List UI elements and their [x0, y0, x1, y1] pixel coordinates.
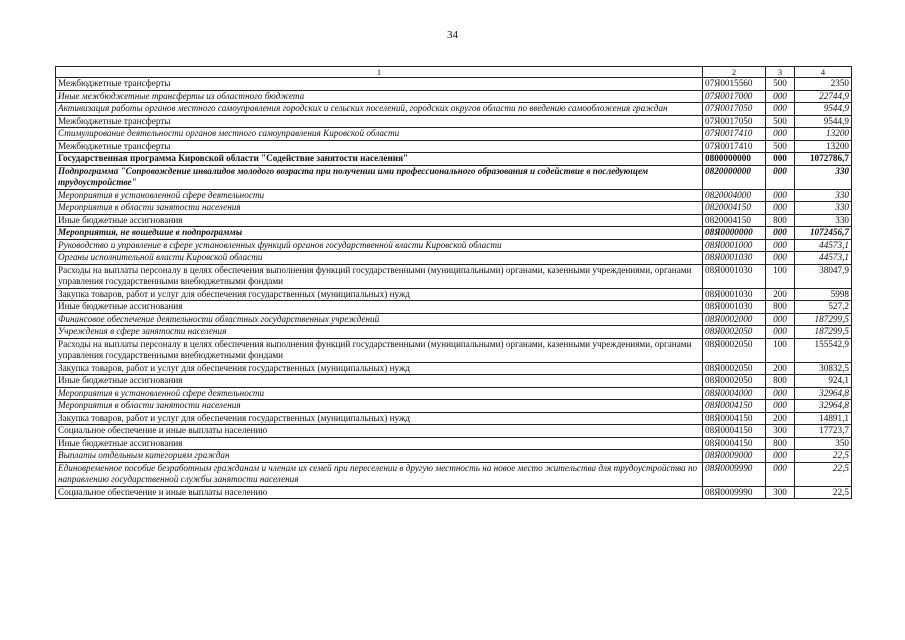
cell-amount: 924,1 — [795, 375, 852, 388]
cell-name: Мероприятия в установленной сфере деятельности — [56, 189, 703, 202]
header-amount: 4 — [795, 67, 852, 78]
cell-expense-type: 200 — [766, 362, 795, 375]
table-body — [56, 78, 852, 499]
cell-amount: 32964,8 — [795, 387, 852, 400]
table-row — [56, 288, 852, 301]
table-row — [56, 140, 852, 153]
cell-expense-type: 100 — [766, 338, 795, 362]
cell-amount: 32964,8 — [795, 400, 852, 413]
cell-name: Иные бюджетные ассигнования — [56, 437, 703, 450]
cell-amount: 330 — [795, 214, 852, 227]
table-row — [56, 239, 852, 252]
cell-name: Закупка товаров, работ и услуг для обеспечения государственных (муниципальных) нужд — [56, 288, 703, 301]
cell-expense-type: 000 — [766, 252, 795, 265]
table-row — [56, 214, 852, 227]
cell-name: Социальное обеспечение и иные выплаты населению — [56, 486, 703, 499]
table-row — [56, 338, 852, 362]
cell-name: Органы исполнительной власти Кировской области — [56, 252, 703, 265]
table-header-row — [56, 67, 852, 78]
table-row — [56, 227, 852, 240]
cell-name: Закупка товаров, работ и услуг для обеспечения государственных (муниципальных) нужд — [56, 362, 703, 375]
cell-name: Социальное обеспечение и иные выплаты населению — [56, 425, 703, 438]
table-row — [56, 486, 852, 499]
cell-amount: 330 — [795, 202, 852, 215]
cell-code: 08Я0001000 — [703, 239, 766, 252]
cell-amount: 2350 — [795, 78, 852, 91]
cell-name: Стимулирование деятельности органов местного самоуправления Кировской области — [56, 128, 703, 141]
cell-expense-type: 000 — [766, 462, 795, 486]
cell-expense-type: 800 — [766, 301, 795, 314]
cell-expense-type: 000 — [766, 202, 795, 215]
table-row — [56, 313, 852, 326]
cell-name: Финансовое обеспечение деятельности областных государственных учреждений — [56, 313, 703, 326]
table-row — [56, 375, 852, 388]
cell-code: 08Я0004150 — [703, 400, 766, 413]
table-row — [56, 462, 852, 486]
cell-name: Межбюджетные трансферты — [56, 78, 703, 91]
cell-amount: 9544,9 — [795, 115, 852, 128]
page-number: 34 — [447, 29, 458, 41]
cell-expense-type: 000 — [766, 153, 795, 166]
cell-expense-type: 000 — [766, 189, 795, 202]
cell-expense-type: 800 — [766, 375, 795, 388]
cell-code: 08Я0002000 — [703, 313, 766, 326]
header-name: 1 — [56, 67, 703, 78]
cell-expense-type: 000 — [766, 90, 795, 103]
cell-code: 08Я0009990 — [703, 462, 766, 486]
cell-amount: 22744,9 — [795, 90, 852, 103]
cell-amount: 1072456,7 — [795, 227, 852, 240]
cell-expense-type: 000 — [766, 227, 795, 240]
cell-code: 08Я0001030 — [703, 252, 766, 265]
cell-code: 0820004000 — [703, 189, 766, 202]
cell-expense-type: 000 — [766, 387, 795, 400]
cell-expense-type: 300 — [766, 425, 795, 438]
cell-amount: 17723,7 — [795, 425, 852, 438]
cell-amount: 44573,1 — [795, 252, 852, 265]
cell-name: Расходы на выплаты персоналу в целях обеспечения выполнения функций государственными (муниципальными) органами, казенными учреждениями, органами управления государственными внебюджетными фондами — [56, 338, 703, 362]
cell-expense-type: 000 — [766, 165, 795, 189]
cell-name: Единовременное пособие безработным гражданам и членам их семей при переселении в другую местность на новое место жительства для трудоустройства по направлению государственной службы занятости населения — [56, 462, 703, 486]
cell-code: 08Я0002050 — [703, 375, 766, 388]
cell-expense-type: 000 — [766, 239, 795, 252]
cell-amount: 350 — [795, 437, 852, 450]
cell-name: Государственная программа Кировской области "Содействие занятости населения" — [56, 153, 703, 166]
cell-expense-type: 000 — [766, 450, 795, 463]
cell-name: Выплаты отдельным категориям граждан — [56, 450, 703, 463]
cell-amount: 527,2 — [795, 301, 852, 314]
cell-name: Мероприятия в области занятости населения — [56, 400, 703, 413]
cell-name: Расходы на выплаты персоналу в целях обеспечения выполнения функций государственными (муниципальными) органами, казенными учреждениями, органами управления государственными внебюджетными фондами — [56, 264, 703, 288]
cell-name: Иные бюджетные ассигнования — [56, 301, 703, 314]
cell-code: 08Я0001030 — [703, 288, 766, 301]
cell-amount: 330 — [795, 165, 852, 189]
table-row — [56, 425, 852, 438]
header-expense-type: 3 — [766, 67, 795, 78]
cell-amount: 22,5 — [795, 462, 852, 486]
cell-code: 08Я0002050 — [703, 326, 766, 339]
cell-code: 08Я0004150 — [703, 437, 766, 450]
cell-code: 08Я0009000 — [703, 450, 766, 463]
cell-name: Учреждения в сфере занятости населения — [56, 326, 703, 339]
cell-expense-type: 800 — [766, 437, 795, 450]
table-row — [56, 400, 852, 413]
cell-code: 08Я0002050 — [703, 362, 766, 375]
cell-amount: 5998 — [795, 288, 852, 301]
table-row — [56, 412, 852, 425]
table-row — [56, 189, 852, 202]
cell-amount: 155542,9 — [795, 338, 852, 362]
cell-expense-type: 300 — [766, 486, 795, 499]
cell-name: Иные бюджетные ассигнования — [56, 375, 703, 388]
cell-code: 0820000000 — [703, 165, 766, 189]
table-row — [56, 115, 852, 128]
cell-name: Мероприятия в области занятости населения — [56, 202, 703, 215]
table-row — [56, 153, 852, 166]
cell-code: 07Я0017050 — [703, 103, 766, 116]
cell-expense-type: 000 — [766, 326, 795, 339]
cell-code: 08Я0001030 — [703, 301, 766, 314]
cell-amount: 22,5 — [795, 450, 852, 463]
cell-name: Мероприятия в установленной сфере деятельности — [56, 387, 703, 400]
cell-code: 0820004150 — [703, 214, 766, 227]
table-row — [56, 450, 852, 463]
cell-code: 07Я0015560 — [703, 78, 766, 91]
cell-name: Активизация работы органов местного самоуправления городских и сельских поселений, городских округов области по введению самообложения граждан — [56, 103, 703, 116]
table-row — [56, 437, 852, 450]
cell-amount: 44573,1 — [795, 239, 852, 252]
cell-code: 08Я0001030 — [703, 264, 766, 288]
cell-code: 07Я0017410 — [703, 140, 766, 153]
table-row — [56, 128, 852, 141]
cell-code: 08Я0004000 — [703, 387, 766, 400]
cell-amount: 187299,5 — [795, 313, 852, 326]
cell-code: 08Я0004150 — [703, 412, 766, 425]
cell-name: Межбюджетные трансферты — [56, 115, 703, 128]
table-row — [56, 103, 852, 116]
cell-amount: 22,5 — [795, 486, 852, 499]
table-row — [56, 362, 852, 375]
cell-amount: 38047,9 — [795, 264, 852, 288]
cell-name: Мероприятия, не вошедшие в подпрограммы — [56, 227, 703, 240]
cell-code: 07Я0017000 — [703, 90, 766, 103]
cell-code: 07Я0017410 — [703, 128, 766, 141]
cell-expense-type: 500 — [766, 115, 795, 128]
table-row — [56, 387, 852, 400]
cell-code: 08Я0000000 — [703, 227, 766, 240]
cell-expense-type: 100 — [766, 264, 795, 288]
table-row — [56, 202, 852, 215]
header-code: 2 — [703, 67, 766, 78]
cell-amount: 14891,1 — [795, 412, 852, 425]
cell-expense-type: 800 — [766, 214, 795, 227]
table-row — [56, 252, 852, 265]
table-row — [56, 90, 852, 103]
cell-name: Иные бюджетные ассигнования — [56, 214, 703, 227]
cell-code: 07Я0017050 — [703, 115, 766, 128]
table-row — [56, 78, 852, 91]
budget-table — [55, 66, 852, 499]
cell-code: 08Я0002050 — [703, 338, 766, 362]
cell-expense-type: 000 — [766, 128, 795, 141]
cell-expense-type: 000 — [766, 103, 795, 116]
cell-name: Иные межбюджетные трансферты из областного бюджета — [56, 90, 703, 103]
cell-amount: 30832,5 — [795, 362, 852, 375]
cell-expense-type: 000 — [766, 400, 795, 413]
cell-amount: 330 — [795, 189, 852, 202]
cell-expense-type: 500 — [766, 140, 795, 153]
cell-name: Межбюджетные трансферты — [56, 140, 703, 153]
cell-code: 0800000000 — [703, 153, 766, 166]
cell-expense-type: 500 — [766, 78, 795, 91]
table-row — [56, 301, 852, 314]
cell-amount: 9544,9 — [795, 103, 852, 116]
cell-amount: 1072786,7 — [795, 153, 852, 166]
cell-amount: 187299,5 — [795, 326, 852, 339]
cell-expense-type: 200 — [766, 412, 795, 425]
cell-name: Подпрограмма "Сопровождение инвалидов молодого возраста при получении ими профессионального образования и содействие в последующем трудоустройстве" — [56, 165, 703, 189]
cell-code: 08Я0009990 — [703, 486, 766, 499]
cell-name: Закупка товаров, работ и услуг для обеспечения государственных (муниципальных) нужд — [56, 412, 703, 425]
cell-amount: 13200 — [795, 140, 852, 153]
table-row — [56, 165, 852, 189]
cell-name: Руководство и управление в сфере установленных функций органов государственной власти Кировской области — [56, 239, 703, 252]
cell-code: 08Я0004150 — [703, 425, 766, 438]
cell-code: 0820004150 — [703, 202, 766, 215]
table-row — [56, 326, 852, 339]
table-row — [56, 264, 852, 288]
cell-amount: 13200 — [795, 128, 852, 141]
cell-expense-type: 200 — [766, 288, 795, 301]
cell-expense-type: 000 — [766, 313, 795, 326]
